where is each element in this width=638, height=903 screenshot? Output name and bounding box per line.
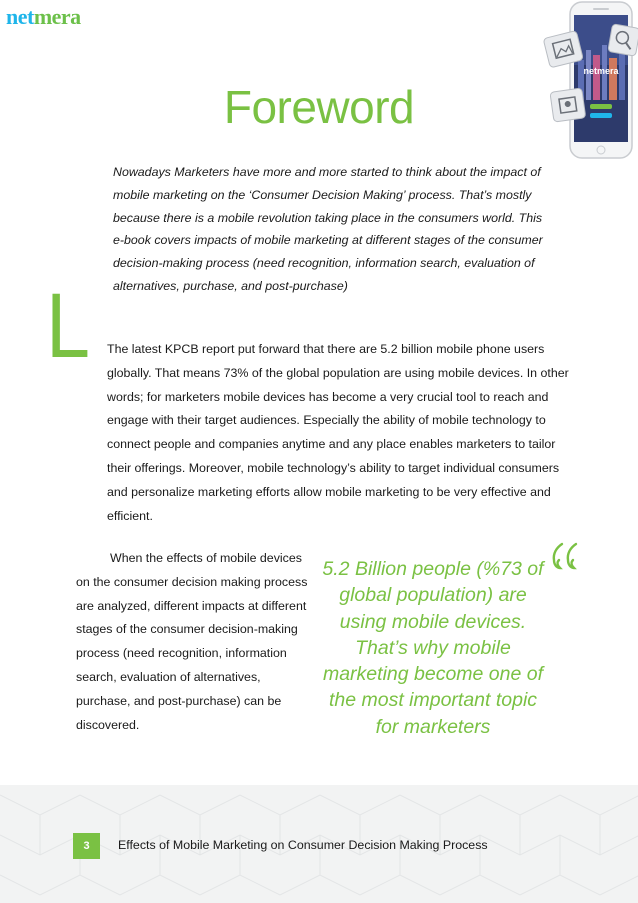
body-paragraph-1: The latest KPCB report put forward that there are 5.2 billion mobile phone users globally. That means 73% of the global population are using mobile devices. In other words; for marketers mobile devices has become a very crucial tool to reach and engage with their target audiences. Especially the ability of mobile technology to connect people and companies anytime and any place enables marketers to tailor their offerings. Moreover, mobile technology’s ability to target individual consumers and personalize marketing efforts allow mobile marketing to be very effective and efficient. <box>107 342 569 523</box>
pull-quote: 5.2 Billion people (%73 of global population) are using mobile devices. That’s why mobile marketing become one of the most important topic for marketers <box>322 558 544 738</box>
intro-paragraph: Nowadays Marketers have more and more started to think about the impact of mobile marketing on the ‘Consumer Decision Making’ process. That’s mostly because there is a mobile revolution taking place in the consumers world. This e-book covers impacts of mobile marketing at different stages of the consumer decision-making process (need recognition, information search, evaluation of alternatives, purchase, and post-purchase) <box>113 165 543 293</box>
footer-title: Effects of Mobile Marketing on Consumer Decision Making Process <box>118 838 488 852</box>
page-number-badge: 3 <box>73 833 100 859</box>
hero-phone-brand: netmera <box>583 66 619 76</box>
page-title: Foreword <box>223 81 415 133</box>
svg-text:L: L <box>46 275 90 377</box>
drop-cap-letter <box>46 275 92 377</box>
netmera-logo: netmera <box>6 4 81 29</box>
quote-mark-icon <box>548 538 584 572</box>
body-paragraph-2: When the effects of mobile devices on the consumer decision making process are analyzed, different impacts at different stages of the consumer decision-making process (need recognition, information search, evaluation of alternatives, purchase, and post-purchase) can be discovered. <box>76 551 308 732</box>
